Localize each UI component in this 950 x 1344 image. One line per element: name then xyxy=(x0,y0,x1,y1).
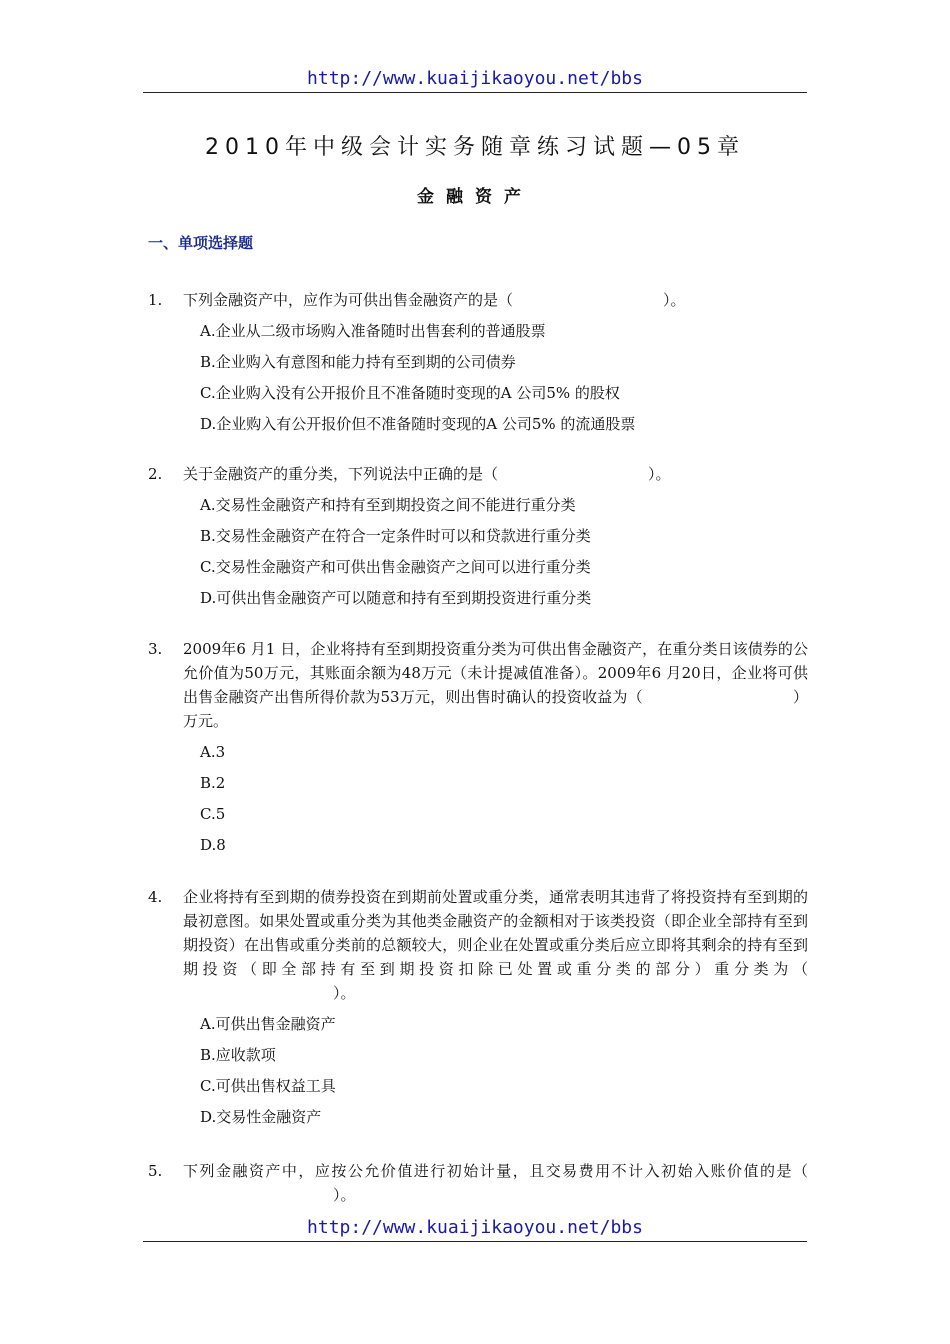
question-5 xyxy=(148,1159,808,1207)
option-b: B.交易性金融资产在符合一定条件时可以和贷款进行重分类 xyxy=(200,527,591,545)
option-c: C.交易性金融资产和可供出售金融资产之间可以进行重分类 xyxy=(200,558,591,576)
option-c: C.可供出售权益工具 xyxy=(200,1077,336,1095)
question-number: 3. xyxy=(148,640,163,658)
question-stem: 企业将持有至到期的债券投资在到期前处置或重分类，通常表明其违背了将投资持有至到期的最初意图。如果处置或重分类为其他类金融资产的金额相对于该类投资（即企业全部持有至到期投资）在出售或重分类前的总额较大，则企业在处置或重分类后应立即将其剩余的持有至到期投资（即全部持有至到期投资扣除已处置或重分类的部分）重分类为（）。 xyxy=(183,888,808,1002)
option-c: C.5 xyxy=(200,805,226,823)
option-d: D.可供出售金融资产可以随意和持有至到期投资进行重分类 xyxy=(200,589,592,607)
header-divider xyxy=(143,92,807,93)
header-url-link[interactable]: http://www.kuaijikaoyou.net/bbs xyxy=(307,68,643,89)
option-b: B.企业购入有意图和能力持有至到期的公司债券 xyxy=(200,353,516,371)
question-stem: 关于金融资产的重分类，下列说法中正确的是（ ）。 xyxy=(183,465,671,483)
question-number: 4. xyxy=(148,888,163,906)
option-d: D.8 xyxy=(200,836,226,854)
question-number: 5. xyxy=(148,1162,163,1180)
section-heading: 一、单项选择题 xyxy=(148,234,254,252)
question-3 xyxy=(148,637,808,857)
footer-divider xyxy=(143,1241,807,1242)
option-b: B.应收款项 xyxy=(200,1046,276,1064)
page-title: 2010年中级会计实务随章练习试题—05章 xyxy=(205,135,745,160)
chapter-subtitle: 金融资产 xyxy=(417,187,533,207)
question-stem: 下列金融资产中，应按公允价值进行初始计量，且交易费用不计入初始入账价值的是（）。 xyxy=(183,1162,808,1204)
question-stem: 2009年6 月1 日，企业将持有至到期投资重分类为可供出售金融资产，在重分类日该债券的公允价值为50万元，其账面余额为48万元（未计提减值准备）。2009年6 月20日，企业将可供出售金融资产出售所得价款为53万元，则出售时确认的投资收益为（ ）万元。 xyxy=(183,640,808,730)
option-a: A.交易性金融资产和持有至到期投资之间不能进行重分类 xyxy=(200,496,576,514)
question-stem: 下列金融资产中，应作为可供出售金融资产的是（ ）。 xyxy=(183,291,686,309)
question-1 xyxy=(148,288,808,436)
footer-url-link[interactable]: http://www.kuaijikaoyou.net/bbs xyxy=(307,1217,643,1238)
question-4 xyxy=(148,885,808,1129)
question-number: 1. xyxy=(148,291,163,309)
option-a: A.企业从二级市场购入准备随时出售套利的普通股票 xyxy=(200,322,546,340)
option-a: A.可供出售金融资产 xyxy=(200,1015,336,1033)
option-b: B.2 xyxy=(200,774,226,792)
option-d: D.企业购入有公开报价但不准备随时变现的A 公司5% 的流通股票 xyxy=(200,415,636,433)
option-c: C.企业购入没有公开报价且不准备随时变现的A 公司5% 的股权 xyxy=(200,384,620,402)
option-d: D.交易性金融资产 xyxy=(200,1108,322,1126)
question-number: 2. xyxy=(148,465,163,483)
option-a: A.3 xyxy=(200,743,226,761)
question-2 xyxy=(148,462,808,610)
